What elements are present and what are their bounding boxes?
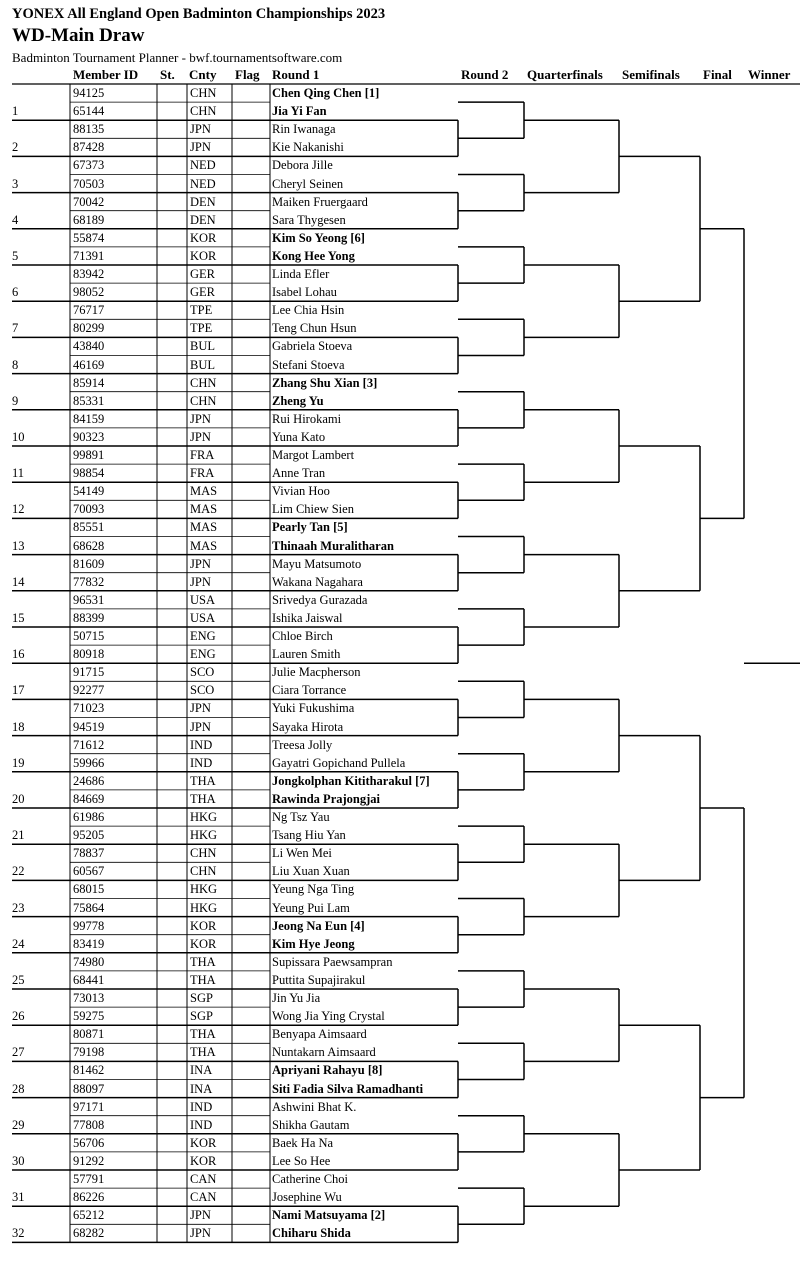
member-id: 60567 [73,864,105,879]
country-code: INA [190,1081,213,1096]
member-id: 54149 [73,484,105,499]
player-name: Catherine Choi [272,1172,349,1187]
country-code: GER [190,285,215,300]
draw-position: 30 [12,1153,25,1168]
member-id: 90323 [73,429,105,444]
country-code: MAS [190,502,218,517]
country-code: JPN [190,411,211,426]
member-id: 94519 [73,719,105,734]
country-code: ENG [190,629,216,644]
player-name: Vivian Hoo [272,484,330,499]
member-id: 56706 [73,1135,105,1150]
player-name: Siti Fadia Silva Ramadhanti [272,1081,424,1096]
player-name: Kim So Yeong [6] [272,230,365,245]
country-code: MAS [190,538,218,553]
country-code: THA [190,954,216,969]
member-id: 77832 [73,574,105,589]
member-id: 59275 [73,1009,105,1024]
country-code: IND [190,755,213,770]
player-name: Apriyani Rahayu [8] [272,1063,383,1078]
col-round1: Round 1 [272,67,320,82]
member-id: 87428 [73,140,105,155]
member-id: 91715 [73,665,105,680]
player-name: Baek Ha Na [272,1135,334,1150]
member-id: 97171 [73,1099,105,1114]
draw-position: 27 [12,1045,25,1060]
member-id: 98052 [73,285,105,300]
player-name: Gabriela Stoeva [272,339,353,354]
member-id: 77808 [73,1117,105,1132]
player-name: Pearly Tan [5] [272,520,348,535]
col-winner: Winner [748,67,791,82]
draw-position: 24 [12,936,25,951]
player-name: Nuntakarn Aimsaard [272,1045,376,1060]
player-name: Wakana Nagahara [272,574,363,589]
player-name: Jeong Na Eun [4] [272,918,365,933]
country-code: CHN [190,846,217,861]
country-code: CHN [190,864,217,879]
country-code: THA [190,972,216,987]
player-name: Margot Lambert [272,448,355,463]
country-code: BUL [190,357,215,372]
draw-position: 19 [12,755,25,770]
member-id: 70503 [73,176,105,191]
draw-position: 31 [12,1190,25,1205]
member-id: 83419 [73,936,105,951]
player-name: Anne Tran [272,466,326,481]
member-id: 71391 [73,248,105,263]
country-code: THA [190,1027,216,1042]
country-code: CHN [190,375,217,390]
country-code: JPN [190,719,211,734]
country-code: HKG [190,882,218,897]
member-id: 99891 [73,448,105,463]
member-id: 65212 [73,1208,105,1223]
member-id: 70042 [73,194,105,209]
draw-position: 1 [12,104,19,119]
player-name: Wong Jia Ying Crystal [272,1009,385,1024]
country-code: DEN [190,194,216,209]
member-id: 94125 [73,86,105,101]
country-code: NED [190,176,216,191]
member-id: 76717 [73,303,105,318]
player-name: Lee Chia Hsin [272,303,345,318]
member-id: 24686 [73,773,105,788]
col-semifinals: Semifinals [622,67,680,82]
draw-position: 22 [12,864,25,879]
member-id: 85331 [73,393,105,408]
player-name: Jongkolphan Kititharakul [7] [272,773,430,788]
country-code: INA [190,1063,213,1078]
country-code: JPN [190,122,211,137]
member-id: 67373 [73,158,105,173]
player-name: Jin Yu Jia [272,991,321,1006]
country-code: CHN [190,86,217,101]
member-id: 88399 [73,610,105,625]
country-code: FRA [190,448,215,463]
player-name: Julie Macpherson [272,665,361,680]
country-code: THA [190,1045,216,1060]
member-id: 99778 [73,918,105,933]
draw-position: 17 [12,683,25,698]
draw-position: 6 [12,285,19,300]
draw-position: 28 [12,1081,25,1096]
draw-title: WD-Main Draw [12,25,145,46]
draw-position: 11 [12,466,25,481]
member-id: 88135 [73,122,105,137]
player-name: Kong Hee Yong [272,248,355,263]
draw-position: 16 [12,647,25,662]
draw-position: 14 [12,574,25,589]
draw-position: 7 [12,321,19,336]
col-member-id: Member ID [73,67,139,82]
player-name: Supissara Paewsampran [272,954,393,969]
player-name: Debora Jille [272,158,333,173]
country-code: JPN [190,1226,211,1241]
country-code: SCO [190,665,215,680]
country-code: KOR [190,1153,217,1168]
player-name: Rawinda Prajongjai [272,791,380,806]
member-id: 88097 [73,1081,105,1096]
country-code: HKG [190,810,218,825]
event-title: YONEX All England Open Badminton Championships 2023 [12,6,386,22]
member-id: 98854 [73,466,105,481]
member-id: 50715 [73,629,105,644]
member-id: 71612 [73,737,105,752]
country-code: MAS [190,520,218,535]
country-code: JPN [190,429,211,444]
member-id: 91292 [73,1153,105,1168]
member-id: 43840 [73,339,105,354]
member-id: 68015 [73,882,105,897]
member-id: 75864 [73,900,105,915]
country-code: HKG [190,900,218,915]
country-code: KOR [190,1135,217,1150]
country-code: BUL [190,339,215,354]
player-name: Mayu Matsumoto [272,556,362,571]
country-code: KOR [190,936,217,951]
player-name: Shikha Gautam [272,1117,350,1132]
draw-position: 20 [12,791,25,806]
draw-position: 18 [12,719,25,734]
col-quarterfinals: Quarterfinals [527,67,603,82]
country-code: CHN [190,393,217,408]
draw-position: 2 [12,140,19,155]
player-name: Ng Tsz Yau [272,810,330,825]
player-name: Lim Chiew Sien [272,502,354,517]
draw-position: 29 [12,1117,25,1132]
country-code: FRA [190,466,215,481]
player-name: Yuna Kato [272,429,326,444]
player-name: Sara Thygesen [272,212,346,227]
member-id: 85551 [73,520,105,535]
draw-position: 8 [12,357,19,372]
player-name: Yeung Nga Ting [272,882,355,897]
member-id: 95205 [73,828,105,843]
draw-position: 4 [12,212,19,227]
player-name: Chen Qing Chen [1] [272,86,380,101]
player-name: Kim Hye Jeong [272,936,355,951]
member-id: 86226 [73,1190,105,1205]
player-name: Ciara Torrance [272,683,347,698]
col-round2: Round 2 [461,67,509,82]
player-name: Chiharu Shida [272,1226,351,1241]
country-code: CAN [190,1172,217,1187]
member-id: 71023 [73,701,105,716]
player-name: Kie Nakanishi [272,140,344,155]
country-code: HKG [190,828,218,843]
draw-position: 5 [12,248,19,263]
country-code: SGP [190,1009,213,1024]
member-id: 80299 [73,321,105,336]
player-name: Srivedya Gurazada [272,592,368,607]
draw-position: 13 [12,538,25,553]
col-final: Final [703,67,732,82]
member-id: 81609 [73,556,105,571]
player-name: Sayaka Hirota [272,719,344,734]
draw-position: 9 [12,393,19,408]
country-code: JPN [190,574,211,589]
player-name: Lee So Hee [272,1153,331,1168]
player-name: Maiken Fruergaard [272,194,368,209]
country-code: JPN [190,701,211,716]
player-name: Gayatri Gopichand Pullela [272,755,406,770]
country-code: CAN [190,1190,217,1205]
player-name: Stefani Stoeva [272,357,345,372]
member-id: 68189 [73,212,105,227]
member-id: 73013 [73,991,105,1006]
draw-position: 26 [12,1009,25,1024]
country-code: THA [190,791,216,806]
country-code: JPN [190,140,211,155]
country-code: SCO [190,683,215,698]
player-name: Lauren Smith [272,647,341,662]
country-code: GER [190,267,215,282]
draw-position: 21 [12,828,25,843]
member-id: 81462 [73,1063,105,1078]
col-flag: Flag [235,67,260,82]
member-id: 74980 [73,954,105,969]
draw-position: 10 [12,429,25,444]
player-name: Thinaah Muralitharan [272,538,394,553]
member-id: 70093 [73,502,105,517]
member-id: 85914 [73,375,105,390]
player-name: Ashwini Bhat K. [272,1099,357,1114]
country-code: USA [190,610,216,625]
country-code: ENG [190,647,216,662]
country-code: MAS [190,484,218,499]
country-code: JPN [190,556,211,571]
draw-position: 3 [12,176,19,191]
member-id: 55874 [73,230,105,245]
country-code: SGP [190,991,213,1006]
member-id: 84669 [73,791,105,806]
player-name: Linda Efler [272,267,330,282]
player-name: Chloe Birch [272,629,333,644]
country-code: KOR [190,230,217,245]
col-status: St. [160,67,175,82]
player-name: Yuki Fukushima [272,701,355,716]
source-line: Badminton Tournament Planner - bwf.tournamentsoftware.com [12,50,343,65]
country-code: CHN [190,104,217,119]
player-name: Treesa Jolly [272,737,333,752]
member-id: 68441 [73,972,105,987]
col-country: Cnty [189,67,217,82]
member-id: 78837 [73,846,105,861]
player-name: Rui Hirokami [272,411,342,426]
player-name: Zhang Shu Xian [3] [272,375,378,390]
country-code: USA [190,592,216,607]
player-name: Li Wen Mei [272,846,332,861]
member-id: 84159 [73,411,105,426]
country-code: THA [190,773,216,788]
player-name: Liu Xuan Xuan [272,864,350,879]
player-name: Tsang Hiu Yan [272,828,346,843]
draw-position: 12 [12,502,25,517]
member-id: 79198 [73,1045,105,1060]
country-code: NED [190,158,216,173]
member-id: 65144 [73,104,105,119]
player-name: Josephine Wu [272,1190,342,1205]
country-code: TPE [190,303,213,318]
player-name: Yeung Pui Lam [272,900,350,915]
member-id: 46169 [73,357,105,372]
member-id: 68628 [73,538,105,553]
member-id: 80871 [73,1027,105,1042]
country-code: TPE [190,321,213,336]
draw-position: 32 [12,1226,25,1241]
player-name: Isabel Lohau [272,285,337,300]
draw-position: 23 [12,900,25,915]
member-id: 61986 [73,810,105,825]
member-id: 68282 [73,1226,105,1241]
member-id: 96531 [73,592,105,607]
player-name: Teng Chun Hsun [272,321,357,336]
country-code: IND [190,737,213,752]
player-name: Jia Yi Fan [272,104,327,119]
country-code: KOR [190,918,217,933]
draw-position: 25 [12,972,25,987]
player-name: Puttita Supajirakul [272,972,366,987]
country-code: IND [190,1099,213,1114]
country-code: KOR [190,248,217,263]
member-id: 92277 [73,683,105,698]
country-code: JPN [190,1208,211,1223]
player-name: Ishika Jaiswal [272,610,343,625]
country-code: DEN [190,212,216,227]
player-name: Benyapa Aimsaard [272,1027,367,1042]
player-name: Cheryl Seinen [272,176,344,191]
country-code: IND [190,1117,213,1132]
member-id: 57791 [73,1172,105,1187]
draw-position: 15 [12,610,25,625]
player-name: Nami Matsuyama [2] [272,1208,386,1223]
member-id: 83942 [73,267,105,282]
member-id: 59966 [73,755,105,770]
member-id: 80918 [73,647,105,662]
player-name: Rin Iwanaga [272,122,336,137]
player-name: Zheng Yu [272,393,324,408]
